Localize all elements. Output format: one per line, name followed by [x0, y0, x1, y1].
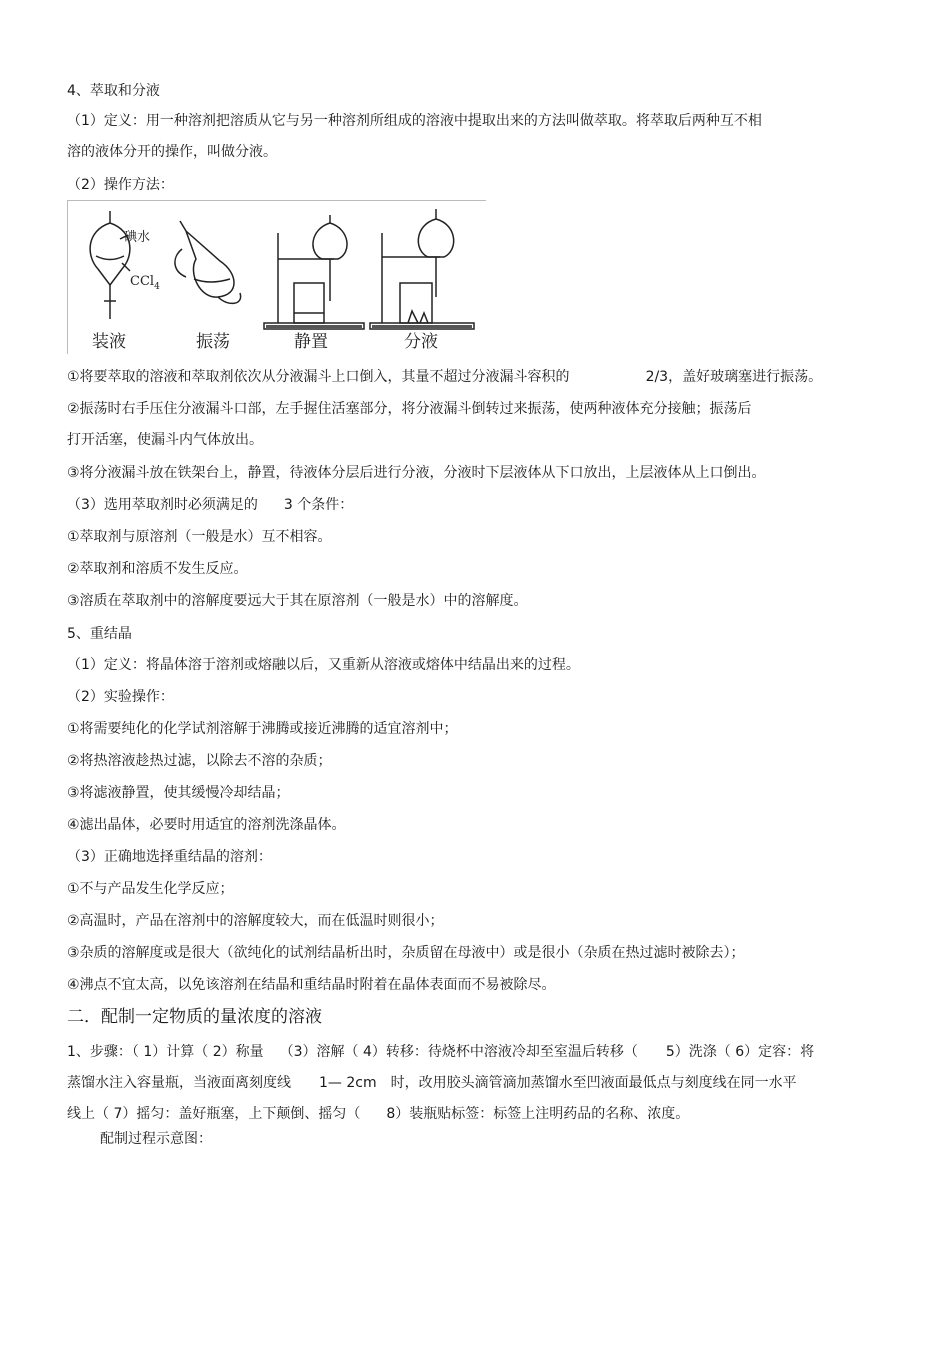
- step-1: [67, 368, 822, 386]
- steps-line-2-a: 蒸馏水注入容量瓶，当液面离刻度线: [67, 1075, 291, 1091]
- steps-line-2: [67, 1074, 797, 1092]
- conditions-title-count: 3 个条件：: [283, 497, 354, 513]
- conditions-title-text: （3）选用萃取剂时必须满足的: [67, 497, 258, 513]
- operation-4: ④滤出晶体，必要时用适宜的溶剂洗涤晶体。: [67, 817, 346, 833]
- step-2-line-1: ②振荡时右手压住分液漏斗口部，左手握住活塞部分，将分液漏斗倒转过来振荡，使两种液体充分接触；振荡后: [67, 401, 752, 417]
- operation-title: （2）实验操作：: [67, 689, 174, 705]
- extraction-procedure-figure: [67, 200, 486, 354]
- solvent-2: ②高温时，产品在溶剂中的溶解度较大，而在低温时则很小；: [67, 913, 444, 929]
- conditions-title: [67, 496, 353, 514]
- extraction-definition-line-2: 溶的液体分开的操作，叫做分液。: [67, 144, 277, 160]
- recrystallization-definition: （1）定义：将晶体溶于溶剂或熔融以后，又重新从溶液或熔体中结晶出来的过程。: [67, 657, 580, 673]
- caption-standing: 静置: [294, 332, 328, 352]
- extraction-definition-line-1: （1）定义：用一种溶剂把溶质从它与另一种溶剂所组成的溶液中提取出来的方法叫做萃取。将萃取后两种互不相: [67, 113, 762, 129]
- solvent-title: （3）正确地选择重结晶的溶剂：: [67, 849, 272, 865]
- caption-shaking: 振荡: [196, 332, 230, 352]
- condition-3: ③溶质在萃取剂中的溶解度要远大于其在原溶剂（一般是水）中的溶解度。: [67, 593, 528, 609]
- step-1-text: ①将要萃取的溶液和萃取剂依次从分液漏斗上口倒入，其量不超过分液漏斗容积的: [67, 369, 570, 385]
- condition-1: ①萃取剂与原溶剂（一般是水）互不相容。: [67, 529, 332, 545]
- steps-line-2-c: 时，改用胶头滴管滴加蒸馏水至凹液面最低点与刻度线在同一水平: [390, 1075, 797, 1091]
- caption-loading: 装液: [92, 332, 126, 352]
- steps-line-1-a: 1、步骤：（ 1）计算（ 2）称量: [67, 1044, 264, 1060]
- label-iodine-water: 碘水: [124, 230, 151, 245]
- steps-line-1-c: 5）洗涤（ 6）定容：将: [665, 1044, 815, 1060]
- label-ccl4: CCl$_4$: [130, 274, 160, 292]
- steps-line-1-b: （3）溶解（ 4）转移：待烧杯中溶液冷却至室温后转移（: [279, 1044, 638, 1060]
- steps-line-3-b: 8）装瓶贴标签：标签上注明药品的名称、浓度。: [386, 1106, 690, 1122]
- condition-2: ②萃取剂和溶质不发生反应。: [67, 561, 248, 577]
- steps-line-3: [67, 1105, 689, 1123]
- steps-line-2-b: 1— 2cm: [319, 1075, 377, 1091]
- step-3: ③将分液漏斗放在铁架台上，静置，待液体分层后进行分液，分液时下层液体从下口放出，上层液体从上口倒出。: [67, 465, 766, 481]
- steps-line-3-a: 线上（ 7）摇匀：盖好瓶塞，上下颠倒、摇匀（: [67, 1106, 361, 1122]
- extraction-apparatus-drawing: [68, 201, 486, 354]
- step-2-line-2: 打开活塞，使漏斗内气体放出。: [67, 432, 263, 448]
- solvent-1: ①不与产品发生化学反应；: [67, 881, 234, 897]
- operation-3: ③将滤液静置，使其缓慢冷却结晶；: [67, 785, 290, 801]
- operation-2: ②将热溶液趁热过滤，以除去不溶的杂质；: [67, 753, 332, 769]
- section-5-title: 5、重结晶: [67, 626, 132, 642]
- method-title: （2）操作方法：: [67, 177, 174, 193]
- solvent-3: ③杂质的溶解度或是很大（欲纯化的试剂结晶析出时，杂质留在母液中）或是很小（杂质在热过滤时被除去）；: [67, 945, 745, 961]
- caption-separating: 分液: [404, 332, 438, 352]
- operation-1: ①将需要纯化的化学试剂溶解于沸腾或接近沸腾的适宜溶剂中；: [67, 721, 458, 737]
- diagram-label: 配制过程示意图：: [100, 1131, 212, 1147]
- part-2-title: 二．配制一定物质的量浓度的溶液: [67, 1007, 322, 1027]
- solvent-4: ④沸点不宜太高，以免该溶剂在结晶和重结晶时附着在晶体表面而不易被除尽。: [67, 977, 556, 993]
- steps-line-1: [67, 1043, 814, 1061]
- section-4-title: 4、萃取和分液: [67, 83, 160, 99]
- step-1-tail: 2/3，盖好玻璃塞进行振荡。: [645, 369, 823, 385]
